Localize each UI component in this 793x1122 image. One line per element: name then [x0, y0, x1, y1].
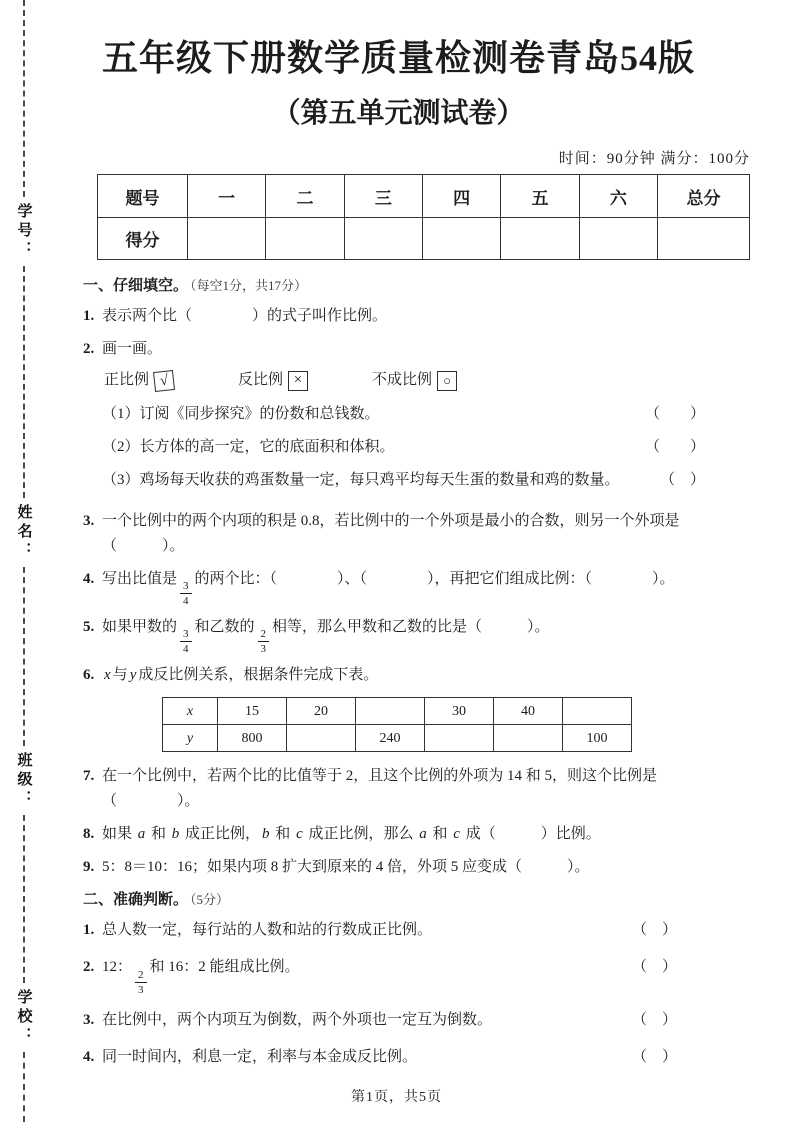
question-line	[102, 822, 705, 847]
question-number: 2.	[83, 341, 95, 357]
answer-parentheses: （ ）	[659, 472, 705, 488]
question-subitem	[102, 468, 705, 493]
table-value-cell: 800	[218, 725, 287, 752]
question-text: 表示两个比（ ）的式子叫作比例。	[102, 308, 388, 324]
score-entry-cell	[501, 218, 579, 260]
question-item	[83, 615, 705, 655]
fraction-numerator: 3	[180, 628, 192, 642]
math-variable: y	[129, 667, 137, 684]
question-text: 一个比例中的两个内项的积是 0.8，若比例中的一个外项是最小的合数，则另一个外项是（ ）。	[102, 513, 680, 554]
table-value-cell: 40	[494, 698, 563, 725]
score-header-cell: 四	[422, 175, 500, 218]
fraction	[258, 628, 270, 655]
question-text: x 与 y 成反比例关系，根据条件完成下表。	[104, 667, 379, 684]
question-text: 如果 a 和 b 成正比例， b 和 c 成正比例，那么 a 和 c 成（ ）比例。	[102, 826, 601, 843]
legend-item	[104, 368, 174, 393]
subitem-text: （2）长方体的高一定，它的底面积和体积。	[102, 439, 395, 455]
math-variable: c	[453, 826, 460, 843]
score-entry-cell	[422, 218, 500, 260]
question-subitem	[102, 435, 705, 460]
question-body	[102, 822, 705, 847]
seal-dashed-line	[23, 815, 25, 983]
math-variable: a	[137, 826, 146, 843]
score-entry-row	[98, 218, 750, 260]
subitem-text: （3）鸡场每天收获的鸡蛋数量一定，每只鸡平均每天生蛋的数量和鸡的数量。	[102, 472, 620, 488]
question-item	[83, 822, 705, 847]
question-body	[102, 663, 705, 756]
section-note: （5分）	[190, 892, 230, 908]
page-number-footer: 第1页，共5页	[351, 1090, 442, 1105]
table-value-cell: 100	[563, 725, 632, 752]
score-label-cell: 得分	[98, 218, 188, 260]
question-body	[102, 304, 705, 329]
score-header-cell: 二	[266, 175, 344, 218]
table-value-cell: 240	[356, 725, 425, 752]
answer-parentheses: （ ）	[644, 439, 705, 455]
question-body	[102, 615, 705, 655]
score-header-row	[98, 175, 750, 218]
question-item	[83, 955, 705, 995]
score-header-cell: 六	[579, 175, 657, 218]
section	[83, 274, 705, 880]
question-number: 9.	[83, 859, 95, 876]
question-number: 1.	[83, 308, 95, 324]
table-value-cell	[494, 725, 563, 752]
question-body	[102, 509, 705, 559]
math-variable: x	[104, 667, 111, 684]
question-line	[102, 1008, 705, 1033]
question-number: 5.	[83, 619, 95, 636]
question-text: 12： $\frac{2}{3}$ 和 16：2 能组成比例。	[102, 959, 300, 996]
question-number: 7.	[83, 768, 95, 785]
question-number: 1.	[83, 922, 95, 939]
legend-label: 正比例	[104, 372, 150, 388]
answer-parentheses: （ ）	[631, 1048, 677, 1065]
answer-parentheses: （ ）	[644, 406, 705, 422]
question-line	[102, 567, 705, 607]
circle-mark-icon: ○	[437, 371, 457, 391]
fraction-denominator: 4	[183, 595, 189, 608]
xy-value-table	[162, 697, 632, 752]
question-number: 4.	[83, 1048, 95, 1065]
table-value-cell: 30	[425, 698, 494, 725]
fraction-denominator: 3	[260, 643, 267, 656]
section-heading	[83, 274, 705, 295]
question-number: 3.	[83, 513, 95, 529]
question-line	[102, 855, 705, 880]
section	[83, 888, 705, 1069]
question-text: 在一个比例中，若两个比的比值等于 2，且这个比例的外项为 14 和 5，则这个比例是（ ）。	[102, 768, 658, 810]
answer-parentheses: （ ）	[631, 1011, 677, 1028]
fraction-numerator: 2	[258, 628, 270, 642]
score-entry-cell	[188, 218, 266, 260]
seal-dashed-line	[23, 0, 25, 197]
seal-field-name: 姓名：	[15, 503, 33, 561]
question-number: 8.	[83, 826, 95, 843]
fraction-denominator: 4	[183, 643, 189, 656]
table-variable-cell: y	[163, 725, 218, 752]
question-number: 4.	[83, 571, 95, 587]
score-header-cell: 一	[188, 175, 266, 218]
time-score-info: 时间：90分钟 满分：100分	[558, 151, 750, 167]
seal-line-sidebar	[10, 0, 38, 1122]
section-title: 一、仔细填空。	[83, 278, 189, 294]
subitem-text: （1）订阅《同步探究》的份数和总钱数。	[102, 406, 380, 422]
question-line	[102, 304, 705, 329]
question-line	[102, 1045, 705, 1070]
question-text: 总人数一定，每行站的人数和站的行数成正比例。	[102, 922, 433, 939]
question-item	[83, 855, 705, 880]
seal-field-school: 学校：	[15, 989, 33, 1047]
score-header-cell: 三	[344, 175, 422, 218]
question-text: 在比例中，两个内项互为倒数，两个外项也一定互为倒数。	[102, 1011, 493, 1028]
seal-field-student-number: 学号：	[15, 203, 33, 261]
question-item	[83, 1008, 705, 1033]
table-value-cell: 20	[287, 698, 356, 725]
question-item	[83, 663, 705, 756]
legend-item	[238, 368, 308, 393]
legend-item	[372, 368, 457, 393]
question-line	[102, 663, 705, 688]
table-value-cell: 15	[218, 698, 287, 725]
fraction-denominator: 3	[138, 983, 144, 996]
question-number: 2.	[83, 959, 95, 976]
fraction-numerator: 3	[180, 580, 192, 594]
question-line	[102, 615, 705, 655]
question-text: 写出比值是 $\frac{3}{4}$ 的两个比：（ ）、（ ），再把它们组成比例：（ ）。	[102, 571, 675, 608]
math-variable: b	[171, 826, 180, 843]
question-line	[102, 764, 705, 814]
math-variable: a	[419, 826, 427, 843]
math-variable: c	[296, 826, 303, 843]
score-entry-cell	[658, 218, 750, 260]
seal-field-class: 班级：	[15, 752, 33, 810]
cross-mark-icon: ×	[288, 371, 308, 391]
question-sections	[83, 274, 705, 1070]
question-line	[102, 337, 705, 362]
table-value-cell	[287, 725, 356, 752]
question-body	[102, 337, 705, 501]
score-header-cell: 题号	[98, 175, 188, 218]
question-text: 同一时间内，利息一定，利率与本金成反比例。	[102, 1048, 418, 1065]
question-item	[83, 918, 705, 943]
score-table-wrap	[97, 174, 750, 260]
mark-legend	[104, 368, 705, 393]
fraction	[180, 580, 192, 607]
answer-parentheses: （ ）	[631, 959, 677, 976]
question-body	[102, 1008, 705, 1033]
score-header-cell: 总分	[658, 175, 750, 218]
seal-dashed-line	[23, 567, 25, 747]
question-subitem	[102, 402, 705, 427]
fraction-numerator: 2	[135, 969, 147, 983]
question-body	[102, 1045, 705, 1070]
question-item	[83, 764, 705, 814]
fraction	[180, 628, 192, 655]
section-note: （每空1分，共17分）	[190, 278, 308, 293]
table-value-cell	[356, 698, 425, 725]
question-line	[102, 955, 705, 995]
score-table	[97, 174, 750, 260]
fraction	[135, 969, 147, 996]
question-item	[83, 509, 705, 559]
section-title: 二、准确判断。	[83, 892, 189, 909]
question-number: 3.	[83, 1011, 95, 1028]
question-body	[102, 955, 705, 995]
score-entry-cell	[579, 218, 657, 260]
score-header-cell: 五	[501, 175, 579, 218]
page-subtitle: （第五单元测试卷）	[272, 98, 525, 129]
question-body	[102, 764, 705, 814]
question-text: 如果甲数的 $\frac{3}{4}$ 和乙数的 $\frac{2}{3}$ 相等，那么甲数和乙数的比是（ ）。	[102, 619, 550, 656]
question-item	[83, 304, 705, 329]
score-entry-cell	[344, 218, 422, 260]
question-number: 6.	[83, 667, 95, 684]
score-entry-cell	[266, 218, 344, 260]
table-value-cell	[563, 698, 632, 725]
main-column	[83, 30, 750, 1082]
page-title: 五年级下册数学质量检测卷青岛54版	[101, 38, 695, 78]
table-value-cell	[425, 725, 494, 752]
question-text: 5：8＝10：16；如果内项 8 扩大到原来的 4 倍，外项 5 应变成（ ）。	[102, 859, 590, 876]
question-body	[102, 855, 705, 880]
legend-label: 不成比例	[372, 372, 433, 388]
table-variable-cell: x	[163, 698, 218, 725]
question-body	[102, 918, 705, 943]
answer-parentheses: （ ）	[631, 922, 677, 939]
question-item	[83, 337, 705, 501]
question-item	[83, 567, 705, 607]
question-line	[102, 918, 705, 943]
check-mark-icon: √	[153, 370, 175, 392]
question-item	[83, 1045, 705, 1070]
math-variable: b	[262, 826, 270, 843]
section-heading	[83, 888, 705, 909]
question-body	[102, 567, 705, 607]
question-text: 画一画。	[102, 341, 163, 357]
question-line	[102, 509, 705, 559]
legend-label: 反比例	[238, 372, 284, 388]
seal-dashed-line	[23, 266, 25, 498]
